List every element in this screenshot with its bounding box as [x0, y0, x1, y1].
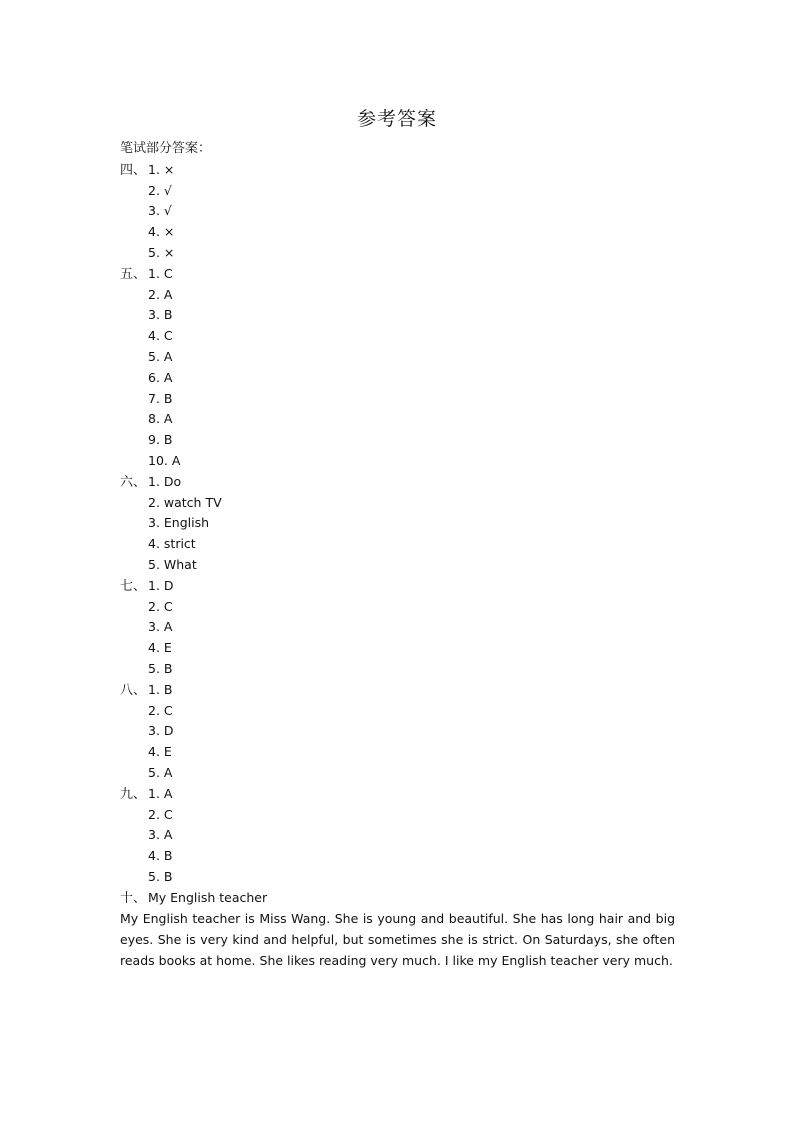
answer-line [120, 181, 680, 202]
answer-item: 3. A [148, 619, 173, 635]
answer-line [120, 285, 680, 306]
section-marker: 九、 [120, 786, 147, 802]
answer-line [120, 368, 680, 389]
answer-item: 4. E [148, 640, 172, 656]
answer-item: 10. A [148, 452, 181, 468]
section-marker: 七、 [120, 578, 147, 594]
answer-item: 4. × [148, 224, 175, 240]
answer-line [120, 721, 680, 742]
section-marker: 六、 [120, 474, 147, 490]
answer-line [120, 597, 680, 618]
answer-item: 2. watch TV [148, 494, 222, 510]
answer-line [120, 534, 680, 555]
answer-item: 3. A [148, 827, 173, 843]
answer-line [120, 846, 680, 867]
answer-item: 3. √ [148, 203, 172, 219]
answer-item: 4. E [148, 744, 172, 760]
answer-line [120, 222, 680, 243]
answer-line [120, 617, 680, 638]
written-part-heading: 笔试部分答案： [120, 141, 212, 156]
answer-item: 5. B [148, 868, 173, 884]
answer-item: 4. B [148, 848, 173, 864]
answer-content [120, 139, 680, 971]
essay-title: My English teacher [148, 889, 268, 905]
answer-line [120, 472, 680, 493]
essay-text: My English teacher is Miss Wang. She is young and beautiful. She has long hair and big eyes. She is very kind and helpful, but sometimes she is strict. On Saturdays, she often reads books at home. She likes reading very much. I like my English teacher very much. [120, 911, 675, 969]
answer-line [120, 659, 680, 680]
answer-item: 1. D [148, 577, 174, 593]
answer-item: 9. B [148, 432, 173, 448]
answer-item: 7. B [148, 390, 173, 406]
answer-item: 5. What [148, 556, 197, 572]
section-marker: 五、 [120, 266, 147, 282]
answer-sections [120, 160, 680, 888]
answer-line [120, 763, 680, 784]
answer-item: 2. C [148, 806, 173, 822]
answer-item: 2. √ [148, 182, 172, 198]
answer-item: 5. A [148, 764, 173, 780]
section-marker: 四、 [120, 162, 147, 178]
answer-line [120, 555, 680, 576]
answer-line [120, 784, 680, 805]
answer-line [120, 347, 680, 368]
answer-line [120, 638, 680, 659]
answer-line [120, 825, 680, 846]
answer-line [120, 701, 680, 722]
page-title: 参考答案 [356, 108, 437, 130]
answer-item: 1. × [148, 161, 175, 177]
answer-line [120, 243, 680, 264]
section-marker: 十、 [120, 890, 147, 906]
answer-line [120, 430, 680, 451]
answer-line [120, 576, 680, 597]
answer-item: 1. Do [148, 473, 182, 489]
answer-item: 5. A [148, 348, 173, 364]
answer-item: 1. A [148, 785, 173, 801]
answer-item: 3. English [148, 515, 210, 531]
answer-line [120, 867, 680, 888]
answer-line [120, 409, 680, 430]
answer-item: 8. A [148, 411, 173, 427]
answer-item: 3. B [148, 307, 173, 323]
answer-line [120, 493, 680, 514]
answer-item: 2. C [148, 702, 173, 718]
answer-line [120, 326, 680, 347]
answer-item: 4. C [148, 328, 173, 344]
answer-item: 1. B [148, 681, 173, 697]
answer-line [120, 513, 680, 534]
answer-item: 5. B [148, 660, 173, 676]
answer-item: 4. strict [148, 536, 196, 552]
answer-item: 2. C [148, 598, 173, 614]
answer-item: 3. D [148, 723, 174, 739]
answer-line [120, 680, 680, 701]
answer-line [120, 305, 680, 326]
answer-line [120, 742, 680, 763]
answer-item: 1. C [148, 265, 173, 281]
answer-line [120, 160, 680, 181]
answer-item: 6. A [148, 369, 173, 385]
answer-line [120, 264, 680, 285]
essay-heading [120, 888, 680, 909]
answer-line [120, 389, 680, 410]
answer-line [120, 201, 680, 222]
section-marker: 八、 [120, 682, 147, 698]
answer-line [120, 805, 680, 826]
answer-item: 2. A [148, 286, 173, 302]
answer-item: 5. × [148, 244, 175, 260]
answer-line [120, 451, 680, 472]
